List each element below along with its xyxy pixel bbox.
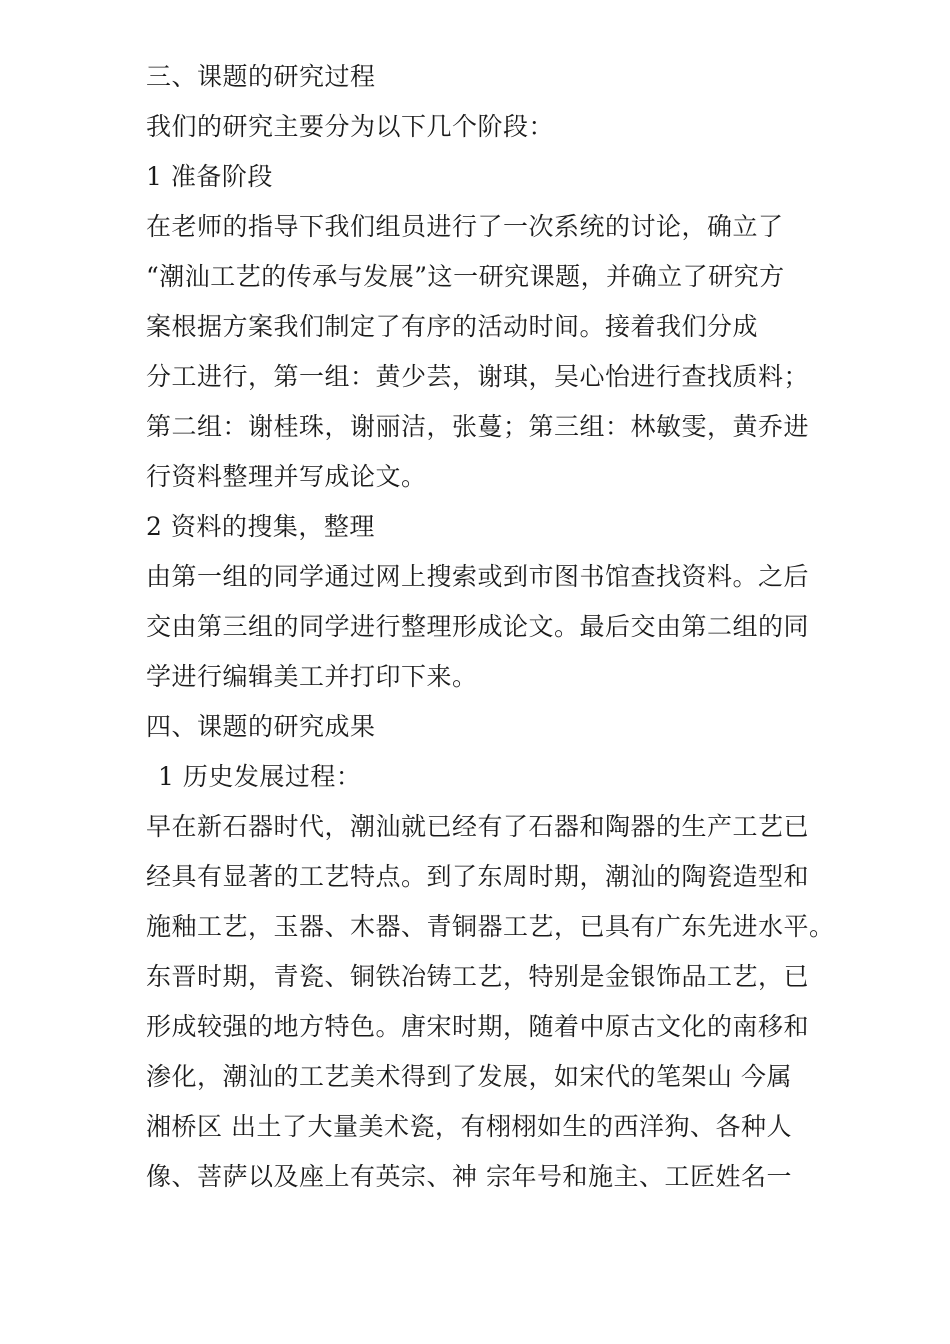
paragraph-line: 形成较强的地方特色。唐宋时期，随着中原古文化的南移和: [146, 1012, 810, 1041]
paragraph-line: 交由第三组的同学进行整理形成论文。最后交由第二组的同: [146, 612, 810, 641]
paragraph-line: 由第一组的同学通过网上搜索或到市图书馆查找资料。之后: [146, 562, 810, 591]
paragraph-line: 第二组：谢桂珠，谢丽洁，张蔓；第三组：林敏雯，黄乔进: [146, 412, 810, 441]
paragraph-line: 在老师的指导下我们组员进行了一次系统的讨论，确立了: [146, 212, 784, 241]
paragraph-line: “潮汕工艺的传承与发展”这一研究课题，并确立了研究方: [146, 262, 785, 291]
paragraph-line: 学进行编辑美工并打印下来。: [146, 662, 478, 691]
paragraph-line: 渗化，潮汕的工艺美术得到了发展，如宋代的笔架山 今属: [146, 1062, 792, 1091]
paragraph-line: 我们的研究主要分为以下几个阶段：: [146, 112, 555, 141]
paragraph-line: 施釉工艺，玉器、木器、青铜器工艺，已具有广东先进水平。: [146, 912, 835, 941]
paragraph-line: 东晋时期，青瓷、铜铁冶铸工艺，特别是金银饰品工艺，已: [146, 962, 810, 991]
paragraph-line: 案根据方案我们制定了有序的活动时间。接着我们分成: [146, 312, 759, 341]
section-heading: 四、课题的研究成果: [146, 712, 376, 741]
paragraph-line: 经具有显著的工艺特点。到了东周时期，潮汕的陶瓷造型和: [146, 862, 810, 891]
paragraph-line: 行资料整理并写成论文。: [146, 462, 427, 491]
paragraph-line: 湘桥区 出土了大量美术瓷，有栩栩如生的西洋狗、各种人: [146, 1112, 792, 1141]
document-body: [146, 52, 846, 1202]
subsection-heading: 1 准备阶段: [146, 162, 273, 191]
paragraph-line: 像、菩萨以及座上有英宗、神 宗年号和施主、工匠姓名一: [146, 1162, 792, 1191]
paragraph-line: 分工进行，第一组：黄少芸，谢琪，吴心怡进行查找质料；: [146, 362, 810, 391]
subsection-heading: 2 资料的搜集，整理: [146, 512, 375, 541]
section-heading: 三、课题的研究过程: [146, 62, 376, 91]
paragraph-line: 早在新石器时代，潮汕就已经有了石器和陶器的生产工艺已: [146, 812, 810, 841]
subsection-heading: 1 历史发展过程：: [158, 762, 362, 791]
